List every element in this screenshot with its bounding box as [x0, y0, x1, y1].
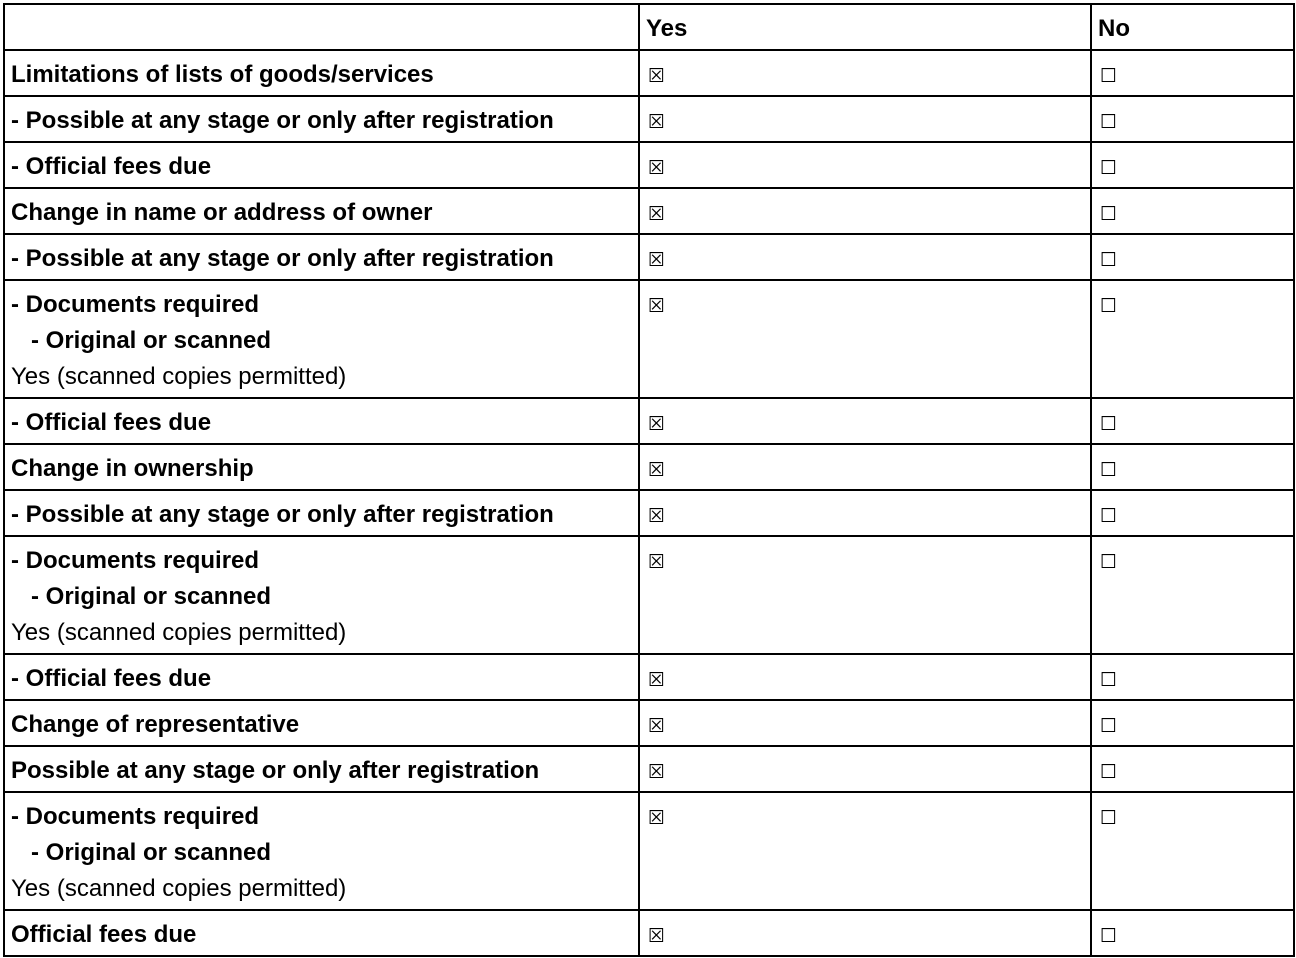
header-label-cell: [4, 4, 639, 50]
yes-cell: [639, 700, 1091, 746]
unchecked-box-icon[interactable]: ☐: [1100, 807, 1118, 829]
no-cell: [1091, 398, 1294, 444]
no-cell: [1091, 444, 1294, 490]
row-label: - Official fees due: [11, 153, 212, 180]
header-row: [4, 4, 1294, 50]
row-label-cell: [4, 280, 639, 398]
table-row: [4, 654, 1294, 700]
no-cell: [1091, 280, 1294, 398]
unchecked-box-icon[interactable]: ☐: [1100, 715, 1118, 737]
row-label: - Documents required: [11, 547, 260, 574]
row-label-cell: [4, 700, 639, 746]
table-row: [4, 490, 1294, 536]
yes-cell: [639, 96, 1091, 142]
row-label-cell: [4, 536, 639, 654]
yes-cell: [639, 188, 1091, 234]
row-label: - Possible at any stage or only after registration: [11, 245, 554, 272]
row-label: Change in name or address of owner: [11, 199, 433, 226]
row-label-cell: [4, 142, 639, 188]
no-cell: [1091, 96, 1294, 142]
row-answer-text: Yes (scanned copies permitted): [11, 875, 347, 902]
yes-cell: [639, 654, 1091, 700]
row-label: - Documents required: [11, 291, 260, 318]
row-answer-text: Yes (scanned copies permitted): [11, 363, 347, 390]
table-row: [4, 142, 1294, 188]
yes-cell: [639, 398, 1091, 444]
table-row: [4, 96, 1294, 142]
unchecked-box-icon[interactable]: ☐: [1100, 295, 1118, 317]
header-no: No: [1091, 4, 1294, 50]
unchecked-box-icon[interactable]: ☐: [1100, 551, 1118, 573]
row-label: - Official fees due: [11, 665, 212, 692]
options-table: [3, 3, 1295, 957]
table-row: [4, 398, 1294, 444]
checked-box-icon[interactable]: ☒: [648, 295, 666, 317]
checked-box-icon[interactable]: ☒: [648, 157, 666, 179]
unchecked-box-icon[interactable]: ☐: [1100, 157, 1118, 179]
no-cell: [1091, 490, 1294, 536]
checked-box-icon[interactable]: ☒: [648, 925, 666, 947]
table-row: [4, 444, 1294, 490]
yes-cell: [639, 490, 1091, 536]
table-row: [4, 50, 1294, 96]
table-body: [4, 50, 1294, 956]
checked-box-icon[interactable]: ☒: [648, 65, 666, 87]
checked-box-icon[interactable]: ☒: [648, 413, 666, 435]
unchecked-box-icon[interactable]: ☐: [1100, 669, 1118, 691]
row-label-cell: [4, 444, 639, 490]
no-cell: [1091, 910, 1294, 956]
row-label: - Possible at any stage or only after registration: [11, 107, 554, 134]
checked-box-icon[interactable]: ☒: [648, 505, 666, 527]
row-label: Change in ownership: [11, 455, 254, 482]
row-sublabel: - Original or scanned: [31, 839, 272, 866]
checked-box-icon[interactable]: ☒: [648, 807, 666, 829]
table-row: [4, 188, 1294, 234]
checked-box-icon[interactable]: ☒: [648, 459, 666, 481]
checked-box-icon[interactable]: ☒: [648, 551, 666, 573]
unchecked-box-icon[interactable]: ☐: [1100, 203, 1118, 225]
yes-cell: [639, 792, 1091, 910]
row-label: Limitations of lists of goods/services: [11, 61, 434, 88]
checked-box-icon[interactable]: ☒: [648, 669, 666, 691]
table-row: [4, 746, 1294, 792]
row-label: - Official fees due: [11, 409, 212, 436]
table-row: [4, 700, 1294, 746]
unchecked-box-icon[interactable]: ☐: [1100, 65, 1118, 87]
row-label-cell: [4, 188, 639, 234]
row-label: Official fees due: [11, 921, 197, 948]
row-label-cell: [4, 654, 639, 700]
no-cell: [1091, 654, 1294, 700]
yes-cell: [639, 536, 1091, 654]
row-label: - Possible at any stage or only after registration: [11, 501, 554, 528]
row-answer-text: Yes (scanned copies permitted): [11, 619, 347, 646]
row-label-cell: [4, 746, 639, 792]
no-cell: [1091, 234, 1294, 280]
checked-box-icon[interactable]: ☒: [648, 111, 666, 133]
header-yes: Yes: [639, 4, 1091, 50]
table-row: [4, 536, 1294, 654]
no-cell: [1091, 142, 1294, 188]
no-cell: [1091, 188, 1294, 234]
yes-cell: [639, 234, 1091, 280]
no-cell: [1091, 700, 1294, 746]
table-row: [4, 280, 1294, 398]
yes-cell: [639, 910, 1091, 956]
yes-cell: [639, 444, 1091, 490]
no-cell: [1091, 50, 1294, 96]
row-label: Possible at any stage or only after registration: [11, 757, 540, 784]
no-cell: [1091, 536, 1294, 654]
row-label: Change of representative: [11, 711, 300, 738]
table-row: [4, 792, 1294, 910]
row-label-cell: [4, 50, 639, 96]
checked-box-icon[interactable]: ☒: [648, 249, 666, 271]
checked-box-icon[interactable]: ☒: [648, 715, 666, 737]
row-label-cell: [4, 792, 639, 910]
table-row: [4, 234, 1294, 280]
row-label-cell: [4, 490, 639, 536]
no-cell: [1091, 792, 1294, 910]
row-label: - Documents required: [11, 803, 260, 830]
row-label-cell: [4, 96, 639, 142]
table-row: [4, 910, 1294, 956]
unchecked-box-icon[interactable]: ☐: [1100, 459, 1118, 481]
unchecked-box-icon[interactable]: ☐: [1100, 505, 1118, 527]
yes-cell: [639, 280, 1091, 398]
no-cell: [1091, 746, 1294, 792]
row-label-cell: [4, 234, 639, 280]
checked-box-icon[interactable]: ☒: [648, 203, 666, 225]
unchecked-box-icon[interactable]: ☐: [1100, 413, 1118, 435]
row-sublabel: - Original or scanned: [31, 327, 272, 354]
row-label-cell: [4, 910, 639, 956]
row-sublabel: - Original or scanned: [31, 583, 272, 610]
row-label-cell: [4, 398, 639, 444]
yes-cell: [639, 50, 1091, 96]
yes-cell: [639, 746, 1091, 792]
unchecked-box-icon[interactable]: ☐: [1100, 111, 1118, 133]
unchecked-box-icon[interactable]: ☐: [1100, 761, 1118, 783]
unchecked-box-icon[interactable]: ☐: [1100, 249, 1118, 271]
checked-box-icon[interactable]: ☒: [648, 761, 666, 783]
yes-cell: [639, 142, 1091, 188]
unchecked-box-icon[interactable]: ☐: [1100, 925, 1118, 947]
